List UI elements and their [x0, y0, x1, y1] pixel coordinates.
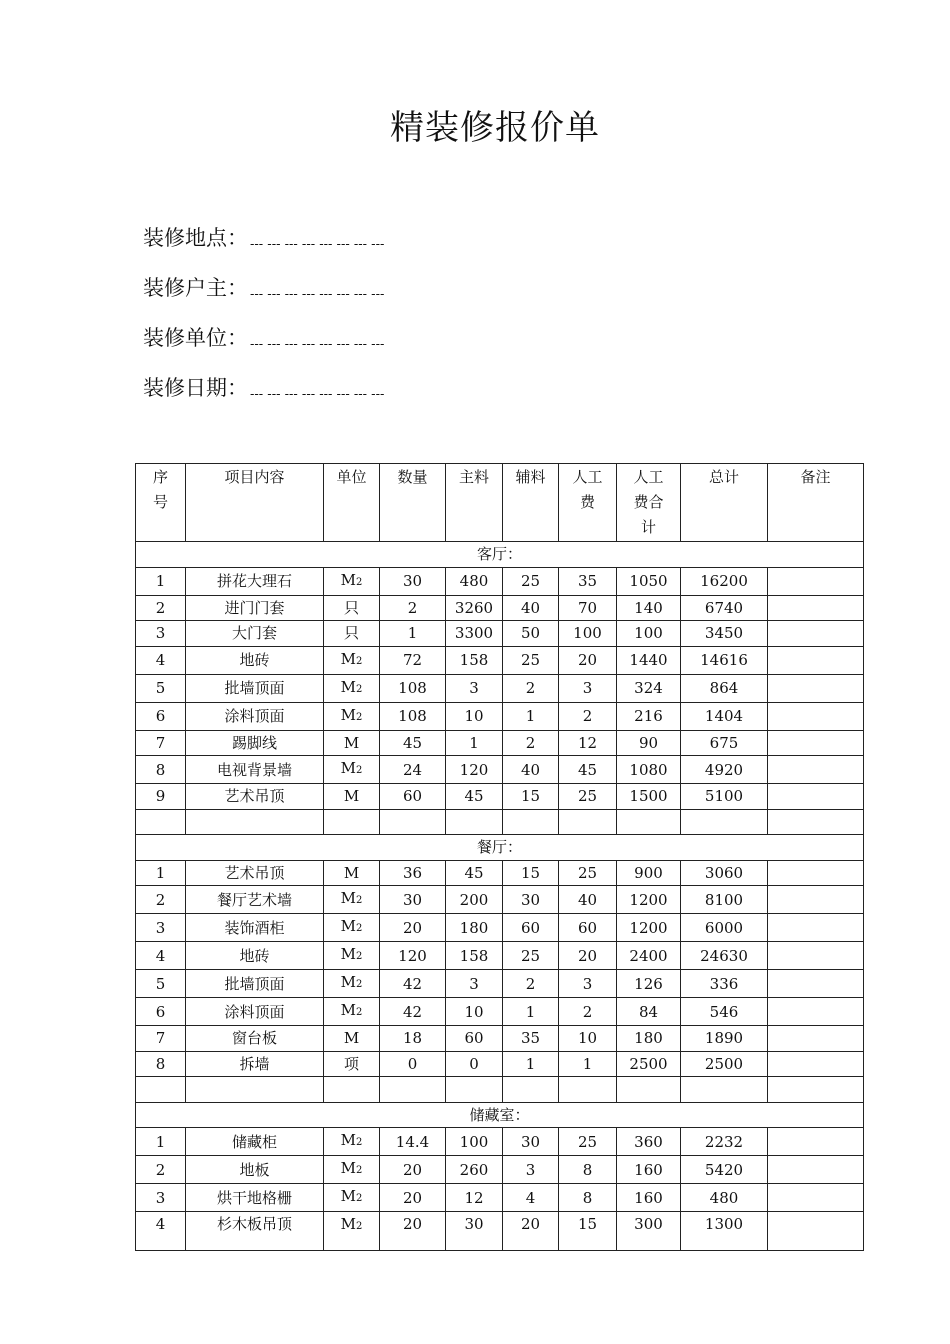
table-cell: 20: [380, 1156, 446, 1184]
section-title: 餐厅：: [136, 835, 864, 861]
table-cell: 艺术吊顶: [186, 784, 324, 810]
table-cell: 360: [617, 1128, 681, 1156]
table-cell: 3060: [681, 860, 768, 886]
table-cell: [681, 809, 768, 835]
table-row: [136, 784, 864, 810]
table-cell: 16200: [681, 567, 768, 595]
table-cell: 35: [503, 1026, 559, 1052]
table-cell: 8: [559, 1184, 617, 1212]
table-cell: 3260: [446, 595, 503, 621]
table-cell: 1200: [617, 914, 681, 942]
table-cell: [768, 1184, 864, 1212]
table-cell: 30: [380, 567, 446, 595]
table-cell: 4: [503, 1184, 559, 1212]
column-header: 人工 费合 计: [617, 464, 681, 542]
table-cell: [768, 702, 864, 730]
table-cell: 2: [136, 1156, 186, 1184]
table-cell: 158: [446, 942, 503, 970]
table-cell: [768, 621, 864, 647]
table-cell: 60: [380, 784, 446, 810]
table-cell: 108: [380, 674, 446, 702]
table-cell: 只: [324, 621, 380, 647]
table-cell: 20: [559, 646, 617, 674]
info-field-value: --- --- --- --- --- --- --- ---: [250, 287, 385, 302]
table-cell: 1080: [617, 756, 681, 784]
table-cell: 大门套: [186, 621, 324, 647]
table-cell: 3: [446, 970, 503, 998]
table-cell: 30: [446, 1212, 503, 1251]
table-cell: M2: [324, 998, 380, 1026]
table-cell: 艺术吊顶: [186, 860, 324, 886]
table-cell: 8: [559, 1156, 617, 1184]
table-cell: 1500: [617, 784, 681, 810]
table-cell: 12: [446, 1184, 503, 1212]
column-header: 项目内容: [186, 464, 324, 542]
table-cell: 1: [380, 621, 446, 647]
table-cell: [617, 1077, 681, 1103]
table-cell: 2: [559, 998, 617, 1026]
table-cell: 300: [617, 1212, 681, 1251]
table-cell: 5100: [681, 784, 768, 810]
table-cell: 324: [617, 674, 681, 702]
table-cell: 2: [136, 886, 186, 914]
table-cell: 2: [559, 702, 617, 730]
table-cell: [186, 809, 324, 835]
table-cell: 200: [446, 886, 503, 914]
table-cell: 864: [681, 674, 768, 702]
table-row: [136, 1212, 864, 1251]
table-cell: 2500: [617, 1051, 681, 1077]
table-cell: M2: [324, 567, 380, 595]
table-cell: [768, 860, 864, 886]
table-cell: 90: [617, 730, 681, 756]
table-cell: 6: [136, 702, 186, 730]
table-cell: 2: [503, 730, 559, 756]
table-cell: [768, 756, 864, 784]
table-cell: M: [324, 860, 380, 886]
table-cell: M: [324, 1026, 380, 1052]
section-title: 客厅：: [136, 542, 864, 568]
table-cell: 25: [559, 784, 617, 810]
table-cell: [617, 809, 681, 835]
table-cell: 地砖: [186, 942, 324, 970]
table-cell: 1404: [681, 702, 768, 730]
table-cell: [380, 1077, 446, 1103]
table-cell: 3: [136, 914, 186, 942]
table-cell: [768, 914, 864, 942]
section-title: 储藏室：: [136, 1102, 864, 1128]
table-cell: 地板: [186, 1156, 324, 1184]
table-cell: 窗台板: [186, 1026, 324, 1052]
table-cell: 216: [617, 702, 681, 730]
info-field: [143, 372, 384, 402]
table-cell: 546: [681, 998, 768, 1026]
table-cell: 烘干地格栅: [186, 1184, 324, 1212]
table-cell: 140: [617, 595, 681, 621]
table-cell: 3: [559, 674, 617, 702]
quote-table: [135, 463, 864, 1251]
info-field-value: --- --- --- --- --- --- --- ---: [250, 237, 385, 252]
table-row: [136, 702, 864, 730]
table-cell: [186, 1077, 324, 1103]
table-cell: 1300: [681, 1212, 768, 1251]
table-cell: 40: [559, 886, 617, 914]
table-cell: M2: [324, 942, 380, 970]
table-row: [136, 1184, 864, 1212]
table-cell: 1: [503, 998, 559, 1026]
table-cell: 30: [380, 886, 446, 914]
info-field-value: --- --- --- --- --- --- --- ---: [250, 387, 385, 402]
table-cell: M: [324, 730, 380, 756]
table-cell: 84: [617, 998, 681, 1026]
table-row: [136, 1051, 864, 1077]
table-cell: [768, 942, 864, 970]
table-cell: [136, 1077, 186, 1103]
info-field-label: 装修单位：: [143, 326, 248, 350]
table-cell: 2: [503, 970, 559, 998]
table-cell: [768, 595, 864, 621]
table-cell: 20: [503, 1212, 559, 1251]
table-cell: 3: [446, 674, 503, 702]
table-cell: 0: [446, 1051, 503, 1077]
column-header: 人工 费: [559, 464, 617, 542]
table-cell: 15: [503, 784, 559, 810]
table-cell: 60: [559, 914, 617, 942]
section-row: [136, 1102, 864, 1128]
table-cell: 1: [503, 702, 559, 730]
table-cell: 5420: [681, 1156, 768, 1184]
table-cell: 40: [503, 595, 559, 621]
table-cell: M2: [324, 914, 380, 942]
info-field: [143, 222, 384, 252]
table-cell: M2: [324, 970, 380, 998]
table-cell: M2: [324, 702, 380, 730]
table-cell: [768, 1212, 864, 1251]
table-cell: 100: [617, 621, 681, 647]
table-cell: 2: [380, 595, 446, 621]
table-cell: 2: [503, 674, 559, 702]
info-field-label: 装修地点：: [143, 226, 248, 250]
table-cell: 1: [136, 860, 186, 886]
table-row: [136, 914, 864, 942]
table-cell: 480: [681, 1184, 768, 1212]
table-cell: [768, 1026, 864, 1052]
table-cell: 拆墙: [186, 1051, 324, 1077]
table-cell: 1: [446, 730, 503, 756]
table-cell: 45: [446, 860, 503, 886]
table-cell: 3450: [681, 621, 768, 647]
table-cell: 批墙顶面: [186, 970, 324, 998]
table-cell: 储藏柜: [186, 1128, 324, 1156]
table-cell: 电视背景墙: [186, 756, 324, 784]
table-cell: 480: [446, 567, 503, 595]
table-cell: 158: [446, 646, 503, 674]
table-cell: 336: [681, 970, 768, 998]
table-cell: 涂料顶面: [186, 998, 324, 1026]
table-cell: [768, 998, 864, 1026]
table-cell: [446, 809, 503, 835]
table-cell: 25: [559, 860, 617, 886]
table-cell: M2: [324, 1184, 380, 1212]
empty-row: [136, 1077, 864, 1103]
info-field: [143, 322, 384, 352]
table-cell: [768, 1051, 864, 1077]
table-cell: 7: [136, 1026, 186, 1052]
table-cell: M2: [324, 1128, 380, 1156]
table-cell: 1: [559, 1051, 617, 1077]
table-cell: 6740: [681, 595, 768, 621]
table-cell: M2: [324, 674, 380, 702]
table-row: [136, 998, 864, 1026]
table-cell: 120: [380, 942, 446, 970]
table-cell: 25: [559, 1128, 617, 1156]
table-cell: 24: [380, 756, 446, 784]
empty-row: [136, 809, 864, 835]
table-cell: 8: [136, 756, 186, 784]
table-cell: [768, 970, 864, 998]
table-cell: 50: [503, 621, 559, 647]
table-cell: [768, 567, 864, 595]
table-cell: M: [324, 784, 380, 810]
table-cell: 踢脚线: [186, 730, 324, 756]
table-header-row: [136, 464, 864, 542]
table-cell: 6000: [681, 914, 768, 942]
table-row: [136, 886, 864, 914]
table-cell: 4: [136, 646, 186, 674]
table-cell: [681, 1077, 768, 1103]
section-row: [136, 835, 864, 861]
table-row: [136, 621, 864, 647]
info-field-value: --- --- --- --- --- --- --- ---: [250, 337, 385, 352]
table-cell: 14.4: [380, 1128, 446, 1156]
table-cell: 160: [617, 1156, 681, 1184]
table-cell: 20: [380, 914, 446, 942]
table-cell: M2: [324, 756, 380, 784]
table-cell: 12: [559, 730, 617, 756]
table-cell: 1890: [681, 1026, 768, 1052]
table-cell: 25: [503, 646, 559, 674]
table-cell: 涂料顶面: [186, 702, 324, 730]
table-cell: M2: [324, 886, 380, 914]
info-field-label: 装修户主：: [143, 276, 248, 300]
table-cell: 60: [446, 1026, 503, 1052]
table-cell: [136, 809, 186, 835]
table-cell: 1: [136, 567, 186, 595]
table-cell: 126: [617, 970, 681, 998]
table-cell: 24630: [681, 942, 768, 970]
table-cell: 100: [446, 1128, 503, 1156]
column-header: 备注: [768, 464, 864, 542]
table-row: [136, 567, 864, 595]
table-cell: 60: [503, 914, 559, 942]
column-header: 单位: [324, 464, 380, 542]
table-cell: 180: [446, 914, 503, 942]
table-row: [136, 942, 864, 970]
table-cell: 2400: [617, 942, 681, 970]
table-cell: 2: [136, 595, 186, 621]
table-cell: [380, 809, 446, 835]
table-cell: 180: [617, 1026, 681, 1052]
table-cell: [324, 809, 380, 835]
table-row: [136, 1156, 864, 1184]
table-row: [136, 756, 864, 784]
table-cell: 42: [380, 970, 446, 998]
table-cell: 餐厅艺术墙: [186, 886, 324, 914]
table-cell: [768, 646, 864, 674]
table-cell: 45: [380, 730, 446, 756]
table-cell: M2: [324, 646, 380, 674]
table-cell: 10: [446, 702, 503, 730]
table-cell: 批墙顶面: [186, 674, 324, 702]
table-row: [136, 730, 864, 756]
table-cell: 进门门套: [186, 595, 324, 621]
table-cell: 5: [136, 970, 186, 998]
table-cell: 675: [681, 730, 768, 756]
table-cell: 108: [380, 702, 446, 730]
table-cell: 9: [136, 784, 186, 810]
table-cell: [503, 809, 559, 835]
table-cell: 只: [324, 595, 380, 621]
table-cell: [768, 1156, 864, 1184]
table-cell: [768, 809, 864, 835]
table-cell: 30: [503, 886, 559, 914]
column-header: 数量: [380, 464, 446, 542]
table-cell: 8: [136, 1051, 186, 1077]
table-cell: 4920: [681, 756, 768, 784]
table-cell: 35: [559, 567, 617, 595]
table-cell: 3: [136, 1184, 186, 1212]
table-cell: [503, 1077, 559, 1103]
table-cell: 20: [559, 942, 617, 970]
table-cell: 25: [503, 567, 559, 595]
table-cell: M2: [324, 1156, 380, 1184]
table-cell: 6: [136, 998, 186, 1026]
column-header: 总计: [681, 464, 768, 542]
table-cell: 项: [324, 1051, 380, 1077]
table-cell: [768, 674, 864, 702]
page-title: 精装修报价单: [390, 108, 600, 148]
table-cell: 900: [617, 860, 681, 886]
table-cell: 拼花大理石: [186, 567, 324, 595]
table-cell: [559, 1077, 617, 1103]
table-cell: 45: [559, 756, 617, 784]
table-cell: 20: [380, 1212, 446, 1251]
column-header: 主料: [446, 464, 503, 542]
table-row: [136, 970, 864, 998]
table-cell: 15: [503, 860, 559, 886]
table-cell: 120: [446, 756, 503, 784]
table-cell: 4: [136, 1212, 186, 1251]
table-cell: 15: [559, 1212, 617, 1251]
table-cell: 25: [503, 942, 559, 970]
table-cell: [324, 1077, 380, 1103]
table-row: [136, 1128, 864, 1156]
table-cell: 杉木板吊顶: [186, 1212, 324, 1251]
table-cell: [768, 1077, 864, 1103]
table-cell: 7: [136, 730, 186, 756]
table-row: [136, 646, 864, 674]
table-cell: 3: [503, 1156, 559, 1184]
table-cell: 72: [380, 646, 446, 674]
table-cell: 42: [380, 998, 446, 1026]
table-cell: [768, 784, 864, 810]
table-row: [136, 674, 864, 702]
table-cell: [768, 1128, 864, 1156]
info-field-label: 装修日期：: [143, 376, 248, 400]
table-cell: 10: [559, 1026, 617, 1052]
table-row: [136, 595, 864, 621]
table-cell: 4: [136, 942, 186, 970]
table-cell: 18: [380, 1026, 446, 1052]
table-cell: 2232: [681, 1128, 768, 1156]
table-cell: 1050: [617, 567, 681, 595]
table-cell: [559, 809, 617, 835]
table-cell: 36: [380, 860, 446, 886]
table-cell: 100: [559, 621, 617, 647]
table-cell: 3300: [446, 621, 503, 647]
table-cell: 1440: [617, 646, 681, 674]
table-cell: 3: [559, 970, 617, 998]
table-cell: 260: [446, 1156, 503, 1184]
table-cell: 14616: [681, 646, 768, 674]
table-cell: 30: [503, 1128, 559, 1156]
section-row: [136, 542, 864, 568]
table-cell: 45: [446, 784, 503, 810]
table-cell: 1200: [617, 886, 681, 914]
table-cell: 40: [503, 756, 559, 784]
table-cell: M2: [324, 1212, 380, 1251]
table-cell: [768, 886, 864, 914]
column-header: 辅料: [503, 464, 559, 542]
table-cell: 装饰酒柜: [186, 914, 324, 942]
table-cell: 0: [380, 1051, 446, 1077]
table-cell: 70: [559, 595, 617, 621]
table-row: [136, 1026, 864, 1052]
table-cell: 10: [446, 998, 503, 1026]
table-cell: 20: [380, 1184, 446, 1212]
table-cell: 1: [136, 1128, 186, 1156]
info-field: [143, 272, 384, 302]
table-cell: 160: [617, 1184, 681, 1212]
table-cell: 1: [503, 1051, 559, 1077]
table-cell: [768, 730, 864, 756]
table-cell: 地砖: [186, 646, 324, 674]
table-cell: [446, 1077, 503, 1103]
column-header: 序 号: [136, 464, 186, 542]
table-cell: 2500: [681, 1051, 768, 1077]
table-row: [136, 860, 864, 886]
table-cell: 5: [136, 674, 186, 702]
table-cell: 8100: [681, 886, 768, 914]
table-cell: 3: [136, 621, 186, 647]
